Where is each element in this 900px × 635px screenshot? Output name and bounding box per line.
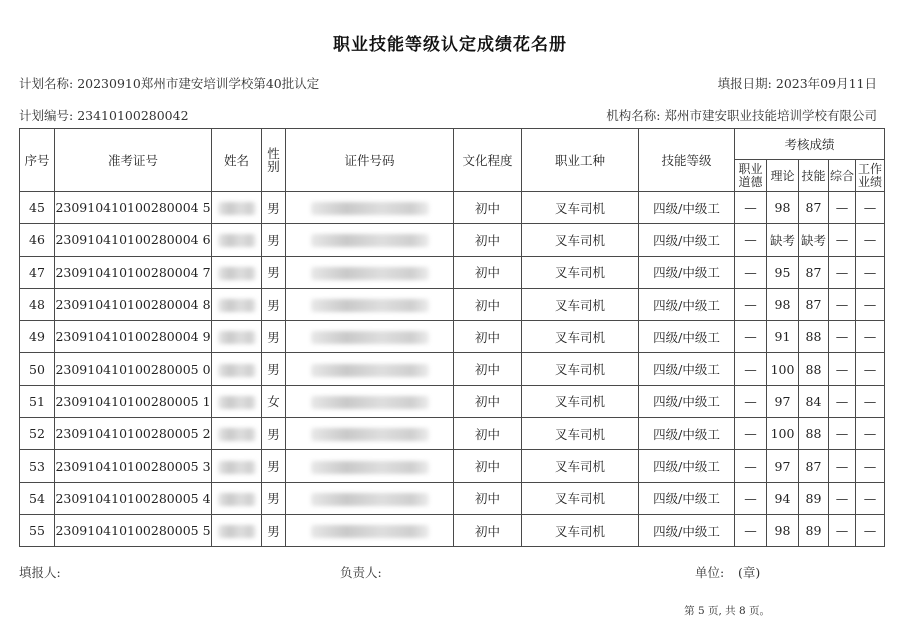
cell-ethics: — (735, 418, 767, 450)
table-row (20, 385, 885, 417)
table-row (20, 321, 885, 353)
score-roster-table (19, 128, 885, 547)
redacted-name (218, 396, 256, 409)
cell-performance: — (856, 224, 885, 256)
cell-education: 初中 (454, 321, 522, 353)
plan-name-value: 20230910郑州市建安培训学校第40批认定 (77, 76, 320, 91)
header-occupation: 职业工种 (522, 129, 639, 192)
header-skill-level: 技能等级 (639, 129, 735, 192)
cell-seq: 45 (20, 192, 55, 224)
cell-exam-no: 230910410100280004 8 (55, 288, 212, 320)
document-title: 职业技能等级认定成绩花名册 (333, 35, 567, 55)
cell-skill: 87 (799, 256, 829, 288)
header-comprehensive: 综合 (829, 160, 856, 192)
seal-placeholder: (章) (738, 565, 761, 580)
cell-gender: 男 (262, 450, 286, 482)
cell-comprehensive: — (829, 418, 856, 450)
cell-theory: 95 (767, 256, 799, 288)
cell-education: 初中 (454, 482, 522, 514)
cell-exam-no: 230910410100280005 5 (55, 514, 212, 546)
cell-id-no (286, 385, 454, 417)
cell-seq: 54 (20, 482, 55, 514)
cell-gender: 男 (262, 288, 286, 320)
table-row (20, 418, 885, 450)
plan-no-label: 计划编号: (19, 108, 74, 123)
cell-skill-level: 四级/中级工 (639, 385, 735, 417)
redacted-name (218, 364, 256, 377)
cell-exam-no: 230910410100280005 1 (55, 385, 212, 417)
redacted-name (218, 493, 256, 506)
cell-education: 初中 (454, 450, 522, 482)
cell-skill-level: 四级/中级工 (639, 482, 735, 514)
header-ethics: 职业道德 (735, 160, 767, 192)
table-row (20, 288, 885, 320)
cell-ethics: — (735, 256, 767, 288)
cell-skill: 89 (799, 482, 829, 514)
cell-theory: 98 (767, 192, 799, 224)
cell-performance: — (856, 288, 885, 320)
plan-no-value: 23410100280042 (77, 108, 189, 123)
cell-skill-level: 四级/中级工 (639, 418, 735, 450)
cell-performance: — (856, 514, 885, 546)
cell-seq: 50 (20, 353, 55, 385)
table-row (20, 514, 885, 546)
cell-ethics: — (735, 224, 767, 256)
header-performance: 工作业绩 (856, 160, 885, 192)
cell-exam-no: 230910410100280005 2 (55, 418, 212, 450)
cell-exam-no: 230910410100280004 9 (55, 321, 212, 353)
cell-skill: 87 (799, 450, 829, 482)
cell-theory: 94 (767, 482, 799, 514)
cell-seq: 46 (20, 224, 55, 256)
cell-name (212, 224, 262, 256)
cell-id-no (286, 192, 454, 224)
page-indicator: 第 5 页, 共 8 页。 (684, 605, 770, 617)
header-skill: 技能 (799, 160, 829, 192)
cell-education: 初中 (454, 514, 522, 546)
cell-performance: — (856, 353, 885, 385)
cell-theory: 97 (767, 450, 799, 482)
cell-exam-no: 230910410100280004 6 (55, 224, 212, 256)
cell-comprehensive: — (829, 385, 856, 417)
cell-skill-level: 四级/中级工 (639, 353, 735, 385)
cell-ethics: — (735, 514, 767, 546)
cell-comprehensive: — (829, 353, 856, 385)
cell-id-no (286, 514, 454, 546)
cell-theory: 97 (767, 385, 799, 417)
redacted-name (218, 428, 256, 441)
cell-skill-level: 四级/中级工 (639, 192, 735, 224)
cell-seq: 47 (20, 256, 55, 288)
header-education: 文化程度 (454, 129, 522, 192)
redacted-id (311, 234, 429, 247)
header-gender: 性别 (262, 129, 286, 192)
fill-date-label: 填报日期: (717, 76, 772, 91)
cell-skill: 88 (799, 321, 829, 353)
cell-comprehensive: — (829, 450, 856, 482)
cell-ethics: — (735, 385, 767, 417)
cell-gender: 男 (262, 514, 286, 546)
cell-id-no (286, 321, 454, 353)
cell-name (212, 353, 262, 385)
header-theory: 理论 (767, 160, 799, 192)
redacted-id (311, 299, 429, 312)
cell-performance: — (856, 450, 885, 482)
cell-comprehensive: — (829, 224, 856, 256)
table-row (20, 450, 885, 482)
cell-skill-level: 四级/中级工 (639, 256, 735, 288)
cell-education: 初中 (454, 418, 522, 450)
cell-skill: 87 (799, 288, 829, 320)
cell-gender: 男 (262, 192, 286, 224)
cell-name (212, 192, 262, 224)
header-name: 姓名 (212, 129, 262, 192)
org-name: 郑州市建安职业技能培训学校有限公司 (664, 108, 877, 123)
redacted-id (311, 493, 429, 506)
cell-comprehensive: — (829, 482, 856, 514)
cell-ethics: — (735, 450, 767, 482)
cell-comprehensive: — (829, 321, 856, 353)
redacted-name (218, 234, 256, 247)
cell-comprehensive: — (829, 288, 856, 320)
cell-occupation: 叉车司机 (522, 321, 639, 353)
cell-gender: 男 (262, 224, 286, 256)
cell-theory: 缺考 (767, 224, 799, 256)
cell-occupation: 叉车司机 (522, 224, 639, 256)
redacted-name (218, 299, 256, 312)
fill-date-value: 2023年09月11日 (775, 76, 877, 91)
cell-name (212, 418, 262, 450)
cell-ethics: — (735, 482, 767, 514)
cell-theory: 100 (767, 418, 799, 450)
cell-comprehensive: — (829, 514, 856, 546)
plan-no-line (19, 106, 189, 124)
unit-label: 单位: (695, 565, 725, 580)
responsible-label: 负责人: (340, 565, 382, 580)
cell-id-no (286, 288, 454, 320)
cell-skill: 88 (799, 418, 829, 450)
cell-education: 初中 (454, 256, 522, 288)
cell-occupation: 叉车司机 (522, 418, 639, 450)
redacted-id (311, 525, 429, 538)
plan-name-label: 计划名称: (19, 76, 74, 91)
cell-skill: 88 (799, 353, 829, 385)
cell-exam-no: 230910410100280004 7 (55, 256, 212, 288)
filler-label: 填报人: (19, 565, 61, 580)
cell-education: 初中 (454, 224, 522, 256)
redacted-id (311, 396, 429, 409)
cell-occupation: 叉车司机 (522, 192, 639, 224)
cell-skill: 缺考 (799, 224, 829, 256)
cell-skill-level: 四级/中级工 (639, 321, 735, 353)
cell-ethics: — (735, 353, 767, 385)
cell-education: 初中 (454, 385, 522, 417)
cell-occupation: 叉车司机 (522, 288, 639, 320)
cell-performance: — (856, 256, 885, 288)
redacted-name (218, 461, 256, 474)
redacted-name (218, 525, 256, 538)
cell-comprehensive: — (829, 192, 856, 224)
redacted-id (311, 364, 429, 377)
cell-occupation: 叉车司机 (522, 450, 639, 482)
cell-exam-no: 230910410100280004 5 (55, 192, 212, 224)
cell-name (212, 482, 262, 514)
cell-education: 初中 (454, 288, 522, 320)
cell-theory: 98 (767, 288, 799, 320)
cell-id-no (286, 482, 454, 514)
header-assessment: 考核成绩 (735, 129, 885, 160)
cell-exam-no: 230910410100280005 3 (55, 450, 212, 482)
header-exam-no: 准考证号 (55, 129, 212, 192)
redacted-id (311, 331, 429, 344)
redacted-name (218, 331, 256, 344)
cell-skill-level: 四级/中级工 (639, 450, 735, 482)
table-row (20, 256, 885, 288)
cell-gender: 男 (262, 418, 286, 450)
table-row (20, 192, 885, 224)
redacted-id (311, 428, 429, 441)
cell-gender: 男 (262, 353, 286, 385)
org-label: 机构名称: (606, 108, 661, 123)
cell-gender: 男 (262, 482, 286, 514)
cell-occupation: 叉车司机 (522, 353, 639, 385)
redacted-name (218, 202, 256, 215)
cell-id-no (286, 353, 454, 385)
table-row (20, 353, 885, 385)
cell-ethics: — (735, 321, 767, 353)
cell-performance: — (856, 418, 885, 450)
cell-education: 初中 (454, 353, 522, 385)
cell-name (212, 288, 262, 320)
redacted-id (311, 202, 429, 215)
cell-id-no (286, 418, 454, 450)
cell-occupation: 叉车司机 (522, 256, 639, 288)
cell-education: 初中 (454, 192, 522, 224)
cell-seq: 55 (20, 514, 55, 546)
plan-name-line (19, 74, 319, 92)
cell-id-no (286, 224, 454, 256)
cell-skill-level: 四级/中级工 (639, 288, 735, 320)
redacted-id (311, 461, 429, 474)
cell-seq: 51 (20, 385, 55, 417)
cell-gender: 男 (262, 321, 286, 353)
cell-seq: 48 (20, 288, 55, 320)
cell-skill-level: 四级/中级工 (639, 514, 735, 546)
cell-gender: 女 (262, 385, 286, 417)
cell-performance: — (856, 321, 885, 353)
table-row (20, 224, 885, 256)
cell-id-no (286, 450, 454, 482)
redacted-name (218, 267, 256, 280)
org-line (606, 106, 877, 124)
cell-name (212, 256, 262, 288)
cell-theory: 100 (767, 353, 799, 385)
cell-skill: 84 (799, 385, 829, 417)
cell-occupation: 叉车司机 (522, 514, 639, 546)
redacted-id (311, 267, 429, 280)
cell-occupation: 叉车司机 (522, 482, 639, 514)
cell-performance: — (856, 385, 885, 417)
cell-skill: 89 (799, 514, 829, 546)
header-id-no: 证件号码 (286, 129, 454, 192)
cell-name (212, 321, 262, 353)
cell-id-no (286, 256, 454, 288)
cell-name (212, 385, 262, 417)
header-seq: 序号 (20, 129, 55, 192)
cell-seq: 52 (20, 418, 55, 450)
cell-exam-no: 230910410100280005 0 (55, 353, 212, 385)
cell-comprehensive: — (829, 256, 856, 288)
cell-performance: — (856, 482, 885, 514)
cell-seq: 53 (20, 450, 55, 482)
cell-theory: 91 (767, 321, 799, 353)
cell-occupation: 叉车司机 (522, 385, 639, 417)
cell-exam-no: 230910410100280005 4 (55, 482, 212, 514)
cell-skill-level: 四级/中级工 (639, 224, 735, 256)
cell-gender: 男 (262, 256, 286, 288)
cell-performance: — (856, 192, 885, 224)
cell-skill: 87 (799, 192, 829, 224)
cell-name (212, 450, 262, 482)
cell-ethics: — (735, 288, 767, 320)
cell-ethics: — (735, 192, 767, 224)
cell-theory: 98 (767, 514, 799, 546)
table-row (20, 482, 885, 514)
cell-name (212, 514, 262, 546)
cell-seq: 49 (20, 321, 55, 353)
fill-date-line (718, 74, 877, 92)
